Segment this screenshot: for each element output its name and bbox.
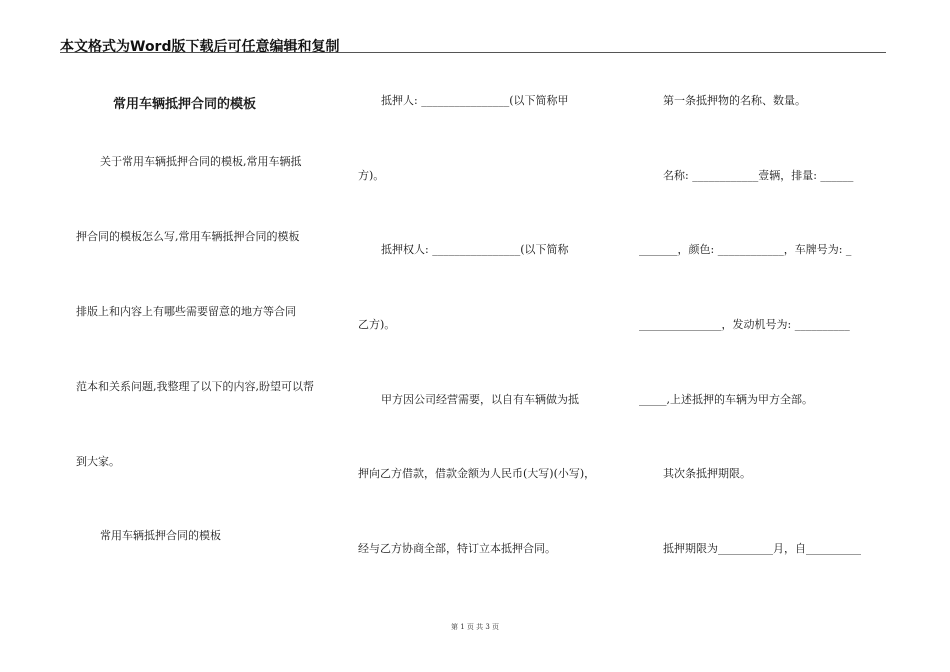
document-title: 常用车辆抵押合同的模板 [113, 97, 257, 112]
text-line: _______，颜色: ____________，车牌号为: _ [639, 243, 852, 256]
text-line: 第一条抵押物的名称、数量。 [663, 94, 806, 107]
text-line: 范本和关系问题,我整理了以下的内容,盼望可以帮 [76, 380, 314, 393]
header-divider [60, 52, 886, 53]
text-line: 名称: ____________壹辆，排量: ______ [663, 169, 854, 182]
text-line: 押向乙方借款，借款金额为人民币(大写)(小写)， [358, 467, 596, 480]
text-line: 抵押权人: ________________(以下简称 [381, 243, 569, 256]
text-line: _____,上述抵押的车辆为甲方全部。 [639, 393, 813, 406]
text-line: 抵押期限为__________月，自__________ [663, 542, 861, 555]
text-line: 关于常用车辆抵押合同的模板,常用车辆抵 [100, 155, 302, 168]
text-line: _______________，发动机号为: __________ [639, 318, 850, 331]
text-line: 经与乙方协商全部，特订立本抵押合同。 [358, 542, 556, 555]
text-line: 抵押人: ________________(以下简称甲 [381, 94, 569, 107]
text-line: 甲方因公司经营需要，以自有车辆做为抵 [381, 393, 579, 406]
text-line: 其次条抵押期限。 [663, 467, 751, 480]
page-number: 第 1 页 共 3 页 [450, 623, 500, 631]
text-line: 乙方)。 [358, 318, 396, 331]
text-line: 常用车辆抵押合同的模板 [100, 529, 221, 542]
text-line: 押合同的模板怎么写,常用车辆抵押合同的模板 [76, 230, 300, 243]
document-header: 本文格式为Word版下载后可任意编辑和复制 [60, 39, 340, 55]
text-line: 方)。 [358, 169, 385, 182]
text-line: 排版上和内容上有哪些需要留意的地方等合同 [76, 305, 296, 318]
text-line: 到大家。 [76, 455, 120, 468]
